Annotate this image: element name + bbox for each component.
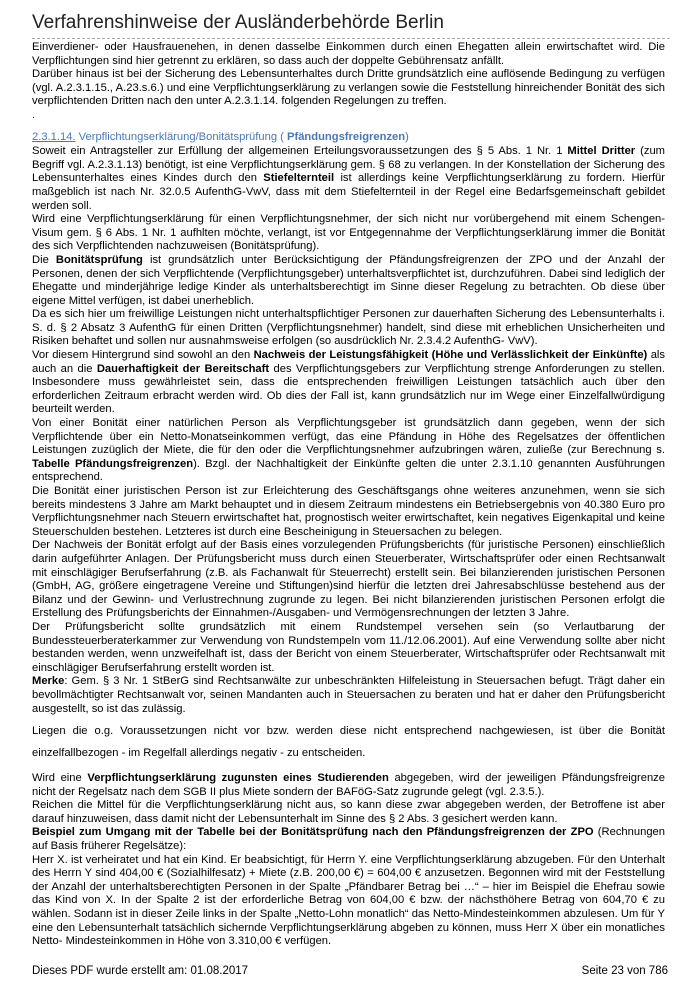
page-title: Verfahrenshinweise der Ausländerbehörde Berlin: [32, 12, 444, 33]
paragraph: Beispiel zum Umgang mit der Tabelle bei der Bonitätsprüfung nach den Pfändungsfreigrenzen der ZPO (Rechnungen auf Basis früherer Regelsätze):: [32, 826, 665, 853]
footer-page-number: Seite 23 von 786: [581, 965, 668, 977]
paragraph: Der Nachweis der Bonität erfolgt auf der Basis eines vorzulegenden Prüfungsberichts (für juristische Personen) einschließlich darin aufgeführter Anlagen. Der Prüfungsbericht muss durch einen Steuerberater, Wirtschaftsprüfer oder einen Rechtsanwalt mit einschlägiger Berufserfahrung (z.B. als Fachanwalt für Steuerrecht) erstellt sein. Bei bilanzierenden juristischen Personen (GmbH, AG, größere eingetragene Vereine und Stiftungen)sind hierfür die letzten drei Jahresabschlüsse bestehend aus der Bilanz und der Gewinn- und Verlustrechnung zugrunde zu legen. Bei nicht bilanzierenden juristischen Personen erfolgt die Erstellung des Prüfungsberichts der Einnahmen-/Ausgaben- und Vermögensrechnungen der letzten 3 Jahre.: [32, 539, 665, 620]
section-title-bold: Pfändungsfreigrenzen: [287, 130, 406, 143]
paragraph: Merke: Gem. § 3 Nr. 1 StBerG sind Rechtsanwälte zur unbeschränkten Hilfeleistung in Steuersachen befugt. Trägt daher ein bevollmächtigter Rechtsanwalt vor, seinen Mandanten auch in Steuersachen zu beraten und hat er daher den Prüfungsbericht ausgestellt, so ist das zulässig.: [32, 675, 665, 715]
section-title: Verpflichtungserklärung/Bonitätsprüfung (: [78, 130, 284, 143]
header-divider: [32, 38, 670, 39]
paragraph: Wird eine Verpflichtungserklärung für einen Verpflichtungsnehmer, der sich nicht nur vorübergehend mit einem Schengen-Visum gem. § 6 Abs. 1 Nr. 1 aufhlten möchte, verlangt, ist vor Entgegennahme der Verpflichtungserklärung immer die Bonität des sich Verpflichtenden nachzuweisen (Bonitätsprüfung).: [32, 213, 665, 253]
paragraph: Von einer Bonität einer natürlichen Person als Verpflichtungsgeber ist grundsätzlich dann gegeben, wenn der sich Verpflichtende über ein Netto-Monatseinkommen verfügt, das eine Pfändung in Höhe des Regelsatzes der öffentlichen Leistungen zuzüglich der Miete, die für den oder die Verpflichtungsnehmer aufzubringen wären, zuließe (zur Berechnung s. Tabelle Pfändungsfreigrenzen). Bzgl. der Nachhaltigkeit der Einkünfte gelten die unter 2.3.1.10 genannten Ausführungen entsprechend.: [32, 417, 665, 484]
paragraph: Da es sich hier um freiwillige Leistungen nicht unterhaltspflichtiger Personen zur dauerhaften Sicherung des Lebensunterhalts i. S. d. § 2 Absatz 3 AufenthG für einen Dritten (Verpflichtungsnehmer) handelt, sind diese mit erheblichen Unsicherheiten und Risiken behaftet und sollen nur ausnahmsweise erfolgen (so ausdrücklich Nr. 2.3.4.2 AufenthG- VwV).: [32, 308, 665, 348]
paragraph: Die Bonitätsprüfung ist grundsätzlich unter Berücksichtigung der Pfändungsfreigrenzen der ZPO und der Anzahl der Personen, denen der sich Verpflichtende (Verpflichtungsgeber) unterhaltsverpflichtet ist, durchzuführen. Dabei sind lediglich der Ehegatte und minderjährige ledige Kinder als unterhaltsberechtigt im Sinne dieser Regelung zu betrachten. Ob diese über eigene Mittel verfügen, ist dabei unerheblich.: [32, 253, 665, 307]
section-heading[interactable]: [32, 131, 665, 145]
section-title-close: ): [405, 130, 409, 143]
section-number-link[interactable]: 2.3.1.14.: [32, 130, 76, 143]
paragraph: Wird eine Verpflichtungserklärung zugunsten eines Studierenden abgegeben, wird der jeweiligen Pfändungsfreigrenze nicht der Regelsatz nach dem SGB II plus Miete sondern der BAFöG-Satz zugrunde gelegt (vgl. 2.3.5.).: [32, 772, 665, 798]
paragraph: Liegen die o.g. Voraussetzungen nicht vor bzw. werden diese nicht entsprechend nachgewiesen, ist über die Bonität einzelfallbezogen - im Regelfall allerdings negativ - zu entscheiden.: [32, 725, 665, 760]
paragraph: Reichen die Mittel für die Verpflichtungserklärung nicht aus, so kann diese zwar abgegeben werden, der Betroffene ist aber darauf hinzuweisen, dass damit nicht der Lebensunterhalt im Sinne des § 2 Abs. 3 gesichert werden kann.: [32, 799, 665, 825]
paragraph: Der Prüfungsbericht sollte grundsätzlich mit einem Rundstempel versehen sein (so Verlautbarung der Bundessteuerberaterkammer zur Verwendung von Rundstempeln vom 11./12.06.2001). Auf eine Verwendung sollte aber nicht bestanden werden, wenn unzweifelhaft ist, dass der Bericht von einem Steuerberater, Wirtschaftsprüfer oder Rechtsanwalt mit einschlägiger Berufserfahrung erstellt worden ist.: [32, 620, 665, 674]
paragraph: Einverdiener- oder Hausfrauenehen, in denen dasselbe Einkommen durch einen Ehegatten allein erwirtschaftet wird. Die Verpflichtungen sind hier getrennt zu erklären, so dass auch der doppelte Gebührensatz anfällt.: [32, 41, 665, 67]
paragraph: Darüber hinaus ist bei der Sicherung des Lebensunterhaltes durch Dritte grundsätzlich eine auflösende Bedingung zu verfügen (vgl. A.2.3.1.15., A.23.s.6.) und eine Verpflichtungserklärung zu verlangen sowie die Feststellung hinreichender Bonität des sich verpflichtenden Dritten nach den unter A.2.3.1.14. folgenden Regelungen zu treffen.: [32, 68, 665, 108]
paragraph: Vor diesem Hintergrund sind sowohl an den Nachweis der Leistungsfähigkeit (Höhe und Verlässlichkeit der Einkünfte) als auch an die Dauerhaftigkeit der Bereitschaft des Verpflichtungsgebers zur Verpflichtung strenge Anforderungen zu stellen. Insbesondere muss gewährleistet sein, dass die entsprechenden freiwilligen Leistungen tatsächlich auch über den erforderlichen Zeitraum erbracht werden wird. Ob dies der Fall ist, kann grundsätzlich nur im Wege einer Einzelfallwürdigung beurteilt werden.: [32, 349, 665, 416]
paragraph: Die Bonität einer juristischen Person ist zur Erleichterung des Geschäftsgangs ohne weiteres anzunehmen, wenn sie sich bereits mindestens 3 Jahre am Markt behauptet und in diesem Zeitraum mindestens ein Betriebsergebnis von 40.380 Euro pro Verpflichtungsnehmer nach Steuern erwirtschaftet hat, prognostisch weiter erwirtschaftet, kein negatives Eigenkapital und keine Steuerschulden bestehen. Letzteres ist durch eine Bescheinigung in Steuersachen zu belegen.: [32, 485, 665, 538]
paragraph: Soweit ein Antragsteller zur Erfüllung der allgemeinen Erteilungsvoraussetzungen des § 5 Abs. 1 Nr. 1 Mittel Dritter (zum Begriff vgl. A.2.3.1.13) benötigt, ist eine Verpflichtungserklärung gem. § 68 zu verlangen. In der Konstellation der Sicherung des Lebensunterhaltes eines Kindes durch den Stiefelternteil ist allerdings keine Verpflichtungserklärung zu fordern. Hierfür maßgeblich ist nach Nr. 32.0.5 AufenthG-VwV, dass mit dem Stiefelternteil in der Regel eine Bedarfsgemeinschaft gebildet werden soll.: [32, 145, 666, 212]
footer-created-date: Dieses PDF wurde erstellt am: 01.08.2017: [32, 965, 249, 977]
document-body: [32, 41, 665, 949]
paragraph: Herr X. ist verheiratet und hat ein Kind. Er beabsichtigt, für Herrn Y. eine Verpflichtungserklärung abzugeben. Für den Unterhalt des Herrn Y sind 404,00 € (Sozialhilfesatz) + Miete (z.B. 200,00 €) = 604,00 € anzusetzen. Begonnen wird mit der Feststellung der Anzahl der unterhaltsberechtigten Personen in der Spalte „Pfändbarer Betrag bei …“ – hier im Beispiel die Ehefrau sowie das Kind von X. In der Spalte 2 ist der erforderliche Betrag von 604,00 € bzw. der nächsthöhere Betrag von 604,70 € zu wählen. Sodann ist in dieser Zeile links in der Spalte „Netto-Lohn monatlich“ das Netto-Mindesteinkommen abzulesen. Um für Y eine den Lebensunterhalt tatsächlich sichernde Verpflichtungserklärung abgeben zu können, muss Herr X über ein monatliches Netto- Mindesteinkommen in Höhe von 3.310,00 € verfügen.: [32, 853, 665, 948]
paragraph: .: [32, 108, 36, 121]
